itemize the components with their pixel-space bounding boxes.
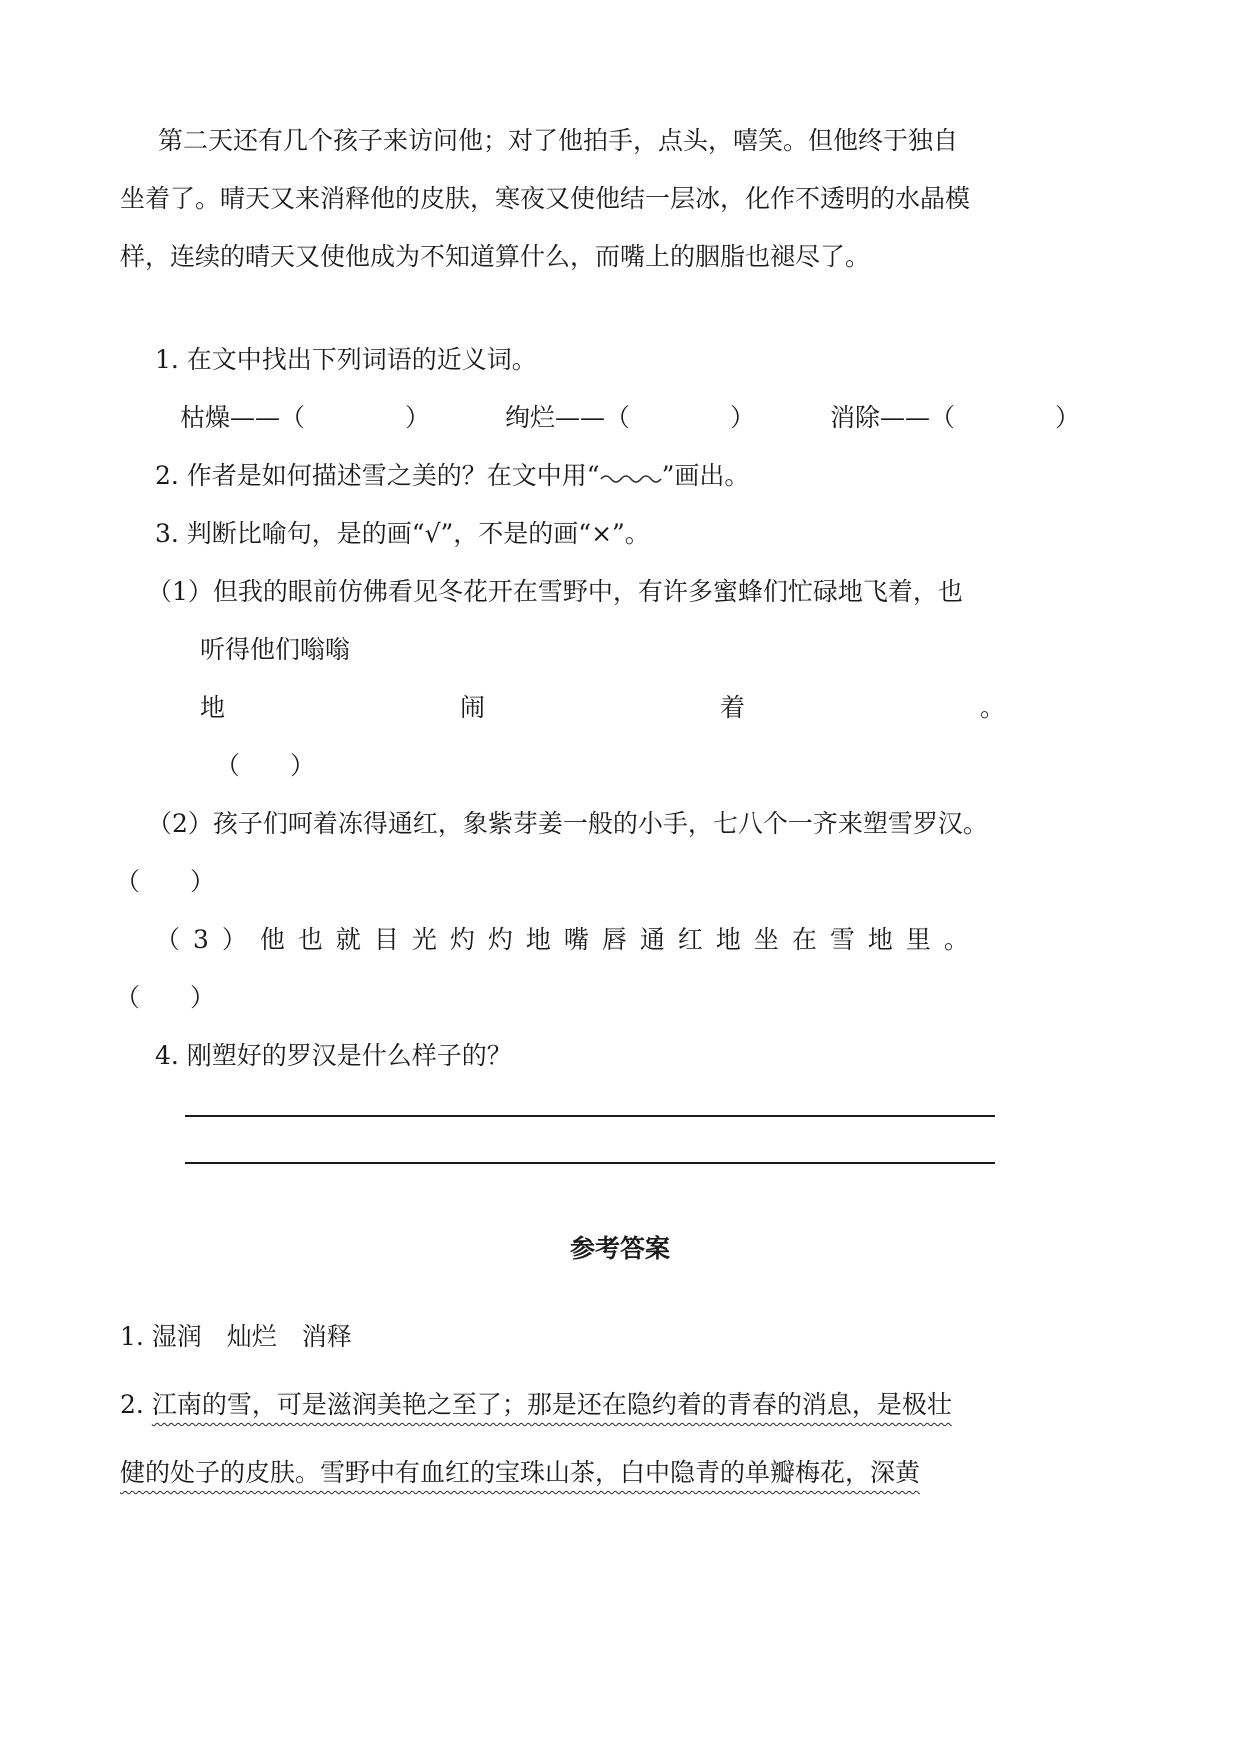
question-2-prefix: 2. 作者是如何描述雪之美的？在文中用“ — [155, 461, 600, 490]
question-3-item-3: （3）他也就目光灼灼地嘴唇通红地坐在雪地里。 — [155, 925, 982, 954]
answer-2-number: 2. — [120, 1390, 152, 1419]
question-3-item-1-line-1: （1）但我的眼前仿佛看见冬花开在雪野中，有许多蜜蜂们忙碌地飞着，也 — [147, 577, 963, 606]
synonym-blank-item: 枯燥——（ ） — [180, 403, 431, 432]
synonym-blank-item: 消除——（ ） — [829, 403, 1080, 432]
wavy-blank-icon — [600, 447, 662, 461]
synonym-blanks-row — [180, 389, 1080, 447]
question-1-label: 1. 在文中找出下列词语的近义词。 — [155, 345, 537, 374]
answer-writing-line — [185, 1162, 995, 1164]
synonym-blank-item: 绚烂——（ ） — [504, 403, 755, 432]
question-2-suffix: ”画出。 — [661, 461, 750, 490]
question-3-label: 3. 判断比喻句，是的画“√”，不是的画“×”。 — [155, 519, 650, 548]
question-4-label: 4. 刚塑好的罗汉是什么样子的？ — [155, 1041, 512, 1070]
answer-2-line-2 — [120, 1439, 1120, 1507]
question-3-item-2: （2）孩子们呵着冻得通红，象紫芽姜一般的小手，七八个一齐来塑雪罗汉。 — [147, 809, 988, 838]
passage-line: 第二天还有几个孩子来访问他；对了他拍手，点头，嘻笑。但他终于独自 — [158, 126, 959, 155]
question-2-label — [155, 447, 1120, 505]
question-3-item-1-line-2: 听得他们嗡嗡 — [200, 635, 351, 664]
question-3-item-1-line-3: 地闹着。 — [200, 693, 1241, 722]
answer-2-line-1 — [120, 1371, 1120, 1439]
answer-writing-line — [185, 1115, 995, 1117]
passage-line: 样，连续的晴天又使他成为不知道算什么，而嘴上的胭脂也褪尽了。 — [120, 242, 871, 271]
question-3-item-2-brackets: （ ） — [115, 867, 216, 896]
question-3-item-1-brackets: （ ） — [215, 751, 316, 780]
answer-2-underlined-text: 健的处子的皮肤。雪野中有血红的宝珠山茶，白中隐青的单瓣梅花，深黄 — [120, 1458, 921, 1487]
question-3-item-3-brackets: （ ） — [115, 983, 216, 1012]
passage-line: 坐着了。晴天又来消释他的皮肤，寒夜又使他结一层冰，化作不透明的水晶模 — [120, 184, 971, 213]
answer-1: 1. 湿润 灿烂 消释 — [120, 1322, 352, 1351]
section-spacer — [120, 286, 1120, 331]
answers-heading: 参考答案 — [569, 1234, 670, 1263]
answer-2-underlined-text: 江南的雪，可是滋润美艳之至了；那是还在隐约着的青春的消息，是极壮 — [151, 1390, 952, 1419]
